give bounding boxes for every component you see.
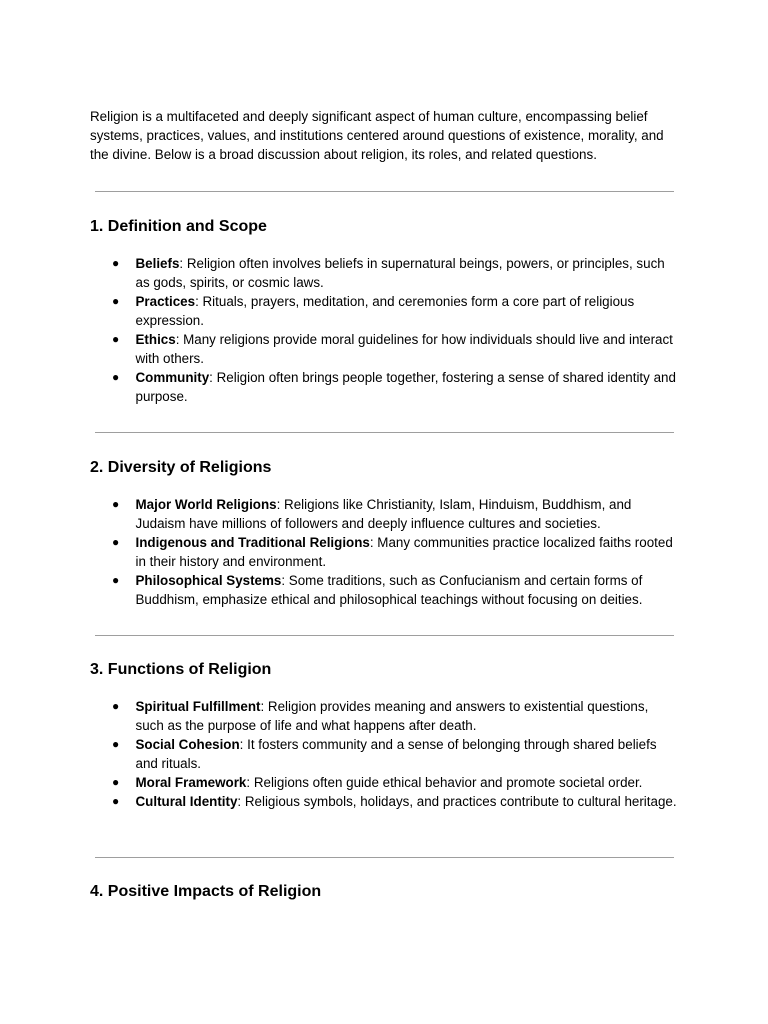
list-item bbox=[90, 735, 680, 773]
item-term: Community bbox=[135, 370, 210, 385]
item-text: : Rituals, prayers, meditation, and ceremonies form a core part of religious expression. bbox=[135, 294, 635, 328]
section-divider bbox=[95, 635, 674, 636]
list-item bbox=[90, 792, 680, 811]
functions-list bbox=[90, 697, 680, 811]
item-term: Spiritual Fulfillment bbox=[135, 699, 261, 714]
item-term: Practices bbox=[135, 294, 196, 309]
bullet-icon: ● bbox=[112, 370, 120, 384]
item-term: Social Cohesion bbox=[135, 737, 240, 752]
item-term: Indigenous and Traditional Religions bbox=[135, 535, 370, 550]
bullet-icon: ● bbox=[112, 794, 120, 808]
bullet-icon: ● bbox=[112, 737, 120, 751]
bullet-icon: ● bbox=[112, 699, 120, 713]
list-item bbox=[90, 495, 680, 533]
item-text: : Religions like Christianity, Islam, Hinduism, Buddhism, and Judaism have millions of followers and deeply influence cultures and societies. bbox=[135, 497, 632, 531]
list-item bbox=[90, 368, 680, 406]
bullet-icon: ● bbox=[112, 535, 120, 549]
section-divider bbox=[95, 191, 674, 192]
item-term: Beliefs bbox=[135, 256, 180, 271]
list-item bbox=[90, 533, 680, 571]
item-term: Ethics bbox=[135, 332, 176, 347]
item-text: : Religion often involves beliefs in supernatural beings, powers, or principles, such as gods, spirits, or cosmic laws. bbox=[135, 256, 665, 290]
item-text: : Many communities practice localized faiths rooted in their history and environment. bbox=[135, 535, 673, 569]
item-term: Major World Religions bbox=[135, 497, 277, 512]
bullet-icon: ● bbox=[112, 573, 120, 587]
item-text: : Religious symbols, holidays, and practices contribute to cultural heritage. bbox=[237, 794, 677, 809]
section-heading-diversity-of-religions: 2. Diversity of Religions bbox=[90, 459, 272, 476]
document-body bbox=[90, 107, 680, 164]
bullet-icon: ● bbox=[112, 497, 120, 511]
bullet-icon: ● bbox=[112, 332, 120, 346]
bullet-icon: ● bbox=[112, 775, 120, 789]
item-term: Moral Framework bbox=[135, 775, 247, 790]
item-text: : Many religions provide moral guidelines for how individuals should live and interact with others. bbox=[135, 332, 673, 366]
list-item bbox=[90, 330, 680, 368]
section-heading-definition-and-scope: 1. Definition and Scope bbox=[90, 218, 267, 235]
item-text: : Some traditions, such as Confucianism and certain forms of Buddhism, emphasize ethical and philosophical teachings without focusing on deities. bbox=[135, 573, 643, 607]
item-text: : Religion often brings people together, fostering a sense of shared identity and purpose. bbox=[135, 370, 676, 404]
definition-list bbox=[90, 254, 680, 406]
item-text: : It fosters community and a sense of belonging through shared beliefs and rituals. bbox=[135, 737, 657, 771]
intro-paragraph: Religion is a multifaceted and deeply significant aspect of human culture, encompassing belief systems, practices, values, and institutions centered around questions of existence, morality, and the divine. Below is a broad discussion about religion, its roles, and related questions. bbox=[90, 109, 664, 162]
item-term: Philosophical Systems bbox=[135, 573, 282, 588]
diversity-list bbox=[90, 495, 680, 609]
section-divider bbox=[95, 432, 674, 433]
list-item bbox=[90, 697, 680, 735]
list-item bbox=[90, 292, 680, 330]
bullet-icon: ● bbox=[112, 294, 120, 308]
item-text: : Religion provides meaning and answers to existential questions, such as the purpose of life and what happens after death. bbox=[135, 699, 649, 733]
section-heading-functions-of-religion: 3. Functions of Religion bbox=[90, 661, 272, 678]
bullet-icon: ● bbox=[112, 256, 120, 270]
item-text: : Religions often guide ethical behavior and promote societal order. bbox=[246, 775, 643, 790]
list-item bbox=[90, 773, 680, 792]
section-divider bbox=[95, 857, 674, 858]
list-item bbox=[90, 571, 680, 609]
item-term: Cultural Identity bbox=[135, 794, 238, 809]
list-item bbox=[90, 254, 680, 292]
section-heading-positive-impacts: 4. Positive Impacts of Religion bbox=[90, 883, 322, 900]
